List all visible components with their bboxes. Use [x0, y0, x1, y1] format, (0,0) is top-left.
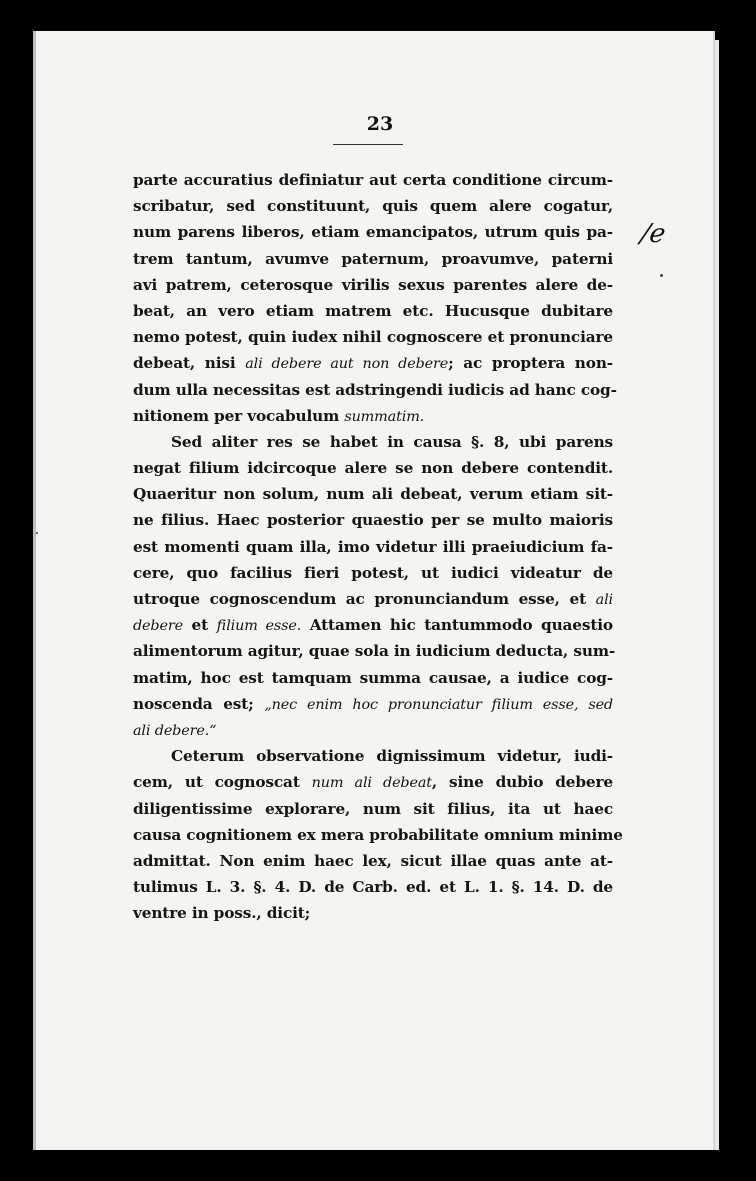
text-segment: causa cognitionem ex mera probabilitate omnium minime [133, 825, 623, 844]
text-segment: diligentissime explorare, num sit filius, ita ut haec [133, 799, 613, 818]
text-line [133, 377, 617, 403]
text-segment: Attamen hic tantummodo quaestio [301, 616, 613, 635]
text-segment: noscenda est; [133, 694, 265, 713]
text-line [133, 455, 613, 481]
italic-text: debere [133, 618, 183, 635]
text-segment: avi patrem, ceterosque virilis sexus parentes alere de- [133, 275, 613, 294]
text-segment: Ceterum observatione dignissimum videtur, iudi- [171, 747, 613, 766]
text-line [133, 507, 613, 533]
text-segment: trem tantum, avumve paternum, proavumve, paterni [133, 249, 613, 268]
text-segment: beat, an vero etiam matrem etc. Hucusque dubitare [133, 301, 613, 320]
text-line [133, 665, 613, 691]
text-line [133, 246, 613, 272]
text-segment: parte accuratius definiatur aut certa conditione circum- [133, 171, 613, 189]
text-line [133, 167, 613, 193]
text-line [133, 534, 613, 560]
text-line [133, 848, 613, 874]
paper-speck [660, 274, 663, 277]
italic-text: summatim. [344, 408, 425, 425]
text-line [133, 874, 613, 900]
text-line [133, 900, 613, 926]
handwritten-margin-note: /e [638, 219, 668, 249]
text-segment: alimentorum agitur, quae sola in iudicium deducta, sum- [133, 642, 616, 661]
text-segment: Quaeritur non solum, num ali debeat, verum etiam sit- [133, 485, 613, 504]
italic-text: ali [595, 592, 613, 608]
text-line [133, 193, 613, 219]
text-line [133, 717, 613, 743]
paper-speck [36, 532, 38, 534]
text-line [133, 350, 613, 376]
italic-text: num ali debeat [311, 775, 432, 792]
text-segment: debeat, nisi [133, 354, 246, 373]
page-edge-right [715, 40, 719, 1150]
text-line [133, 822, 623, 848]
text-segment: est momenti quam illa, imo videtur illi praeiudicium fa- [133, 537, 613, 556]
text-line [133, 586, 613, 612]
text-segment: matim, hoc est tamquam summa causae, a iudice cog- [133, 668, 613, 687]
text-line [133, 298, 613, 324]
italic-text: „nec enim hoc pronunciatur filium esse, sed [264, 696, 613, 713]
body-text [133, 167, 623, 926]
text-line [133, 638, 616, 664]
text-line [133, 429, 613, 455]
text-segment: admittat. Non enim haec lex, sicut illae quas ante at- [133, 851, 613, 870]
italic-text: filium esse. [216, 618, 302, 635]
text-line [133, 743, 613, 769]
text-line [133, 612, 613, 638]
text-segment: scribatur, sed constituunt, quis quem alere cogatur, [133, 197, 613, 216]
italic-text: ali debere aut non debere [245, 356, 449, 373]
text-segment: negat filium idcircoque alere se non debere contendit. [133, 459, 613, 478]
text-line [133, 219, 613, 245]
text-segment: tulimus L. 3. §. 4. D. de Carb. ed. et L. 1. §. 14. D. de [133, 878, 613, 897]
text-segment: ne filius. Haec posterior quaestio per se multo maioris [133, 511, 613, 530]
text-segment: nitionem per vocabulum [133, 406, 345, 425]
text-segment: , sine dubio debere [431, 773, 613, 792]
text-line [133, 560, 613, 586]
page-number: 23 [366, 113, 394, 135]
text-line [133, 403, 613, 429]
text-segment: Sed aliter res se habet in causa §. 8, ubi parens [171, 432, 613, 451]
text-line [133, 769, 613, 795]
text-line [133, 272, 613, 298]
text-line [133, 691, 613, 717]
text-segment: et [182, 616, 217, 635]
header-rule [333, 144, 403, 145]
text-segment: ; ac proptera non- [448, 354, 614, 373]
text-segment: cere, quo facilius fieri potest, ut iudici videatur de [133, 563, 613, 582]
text-line [133, 324, 613, 350]
text-line [133, 481, 613, 507]
text-segment: cem, ut cognoscat [133, 773, 312, 792]
text-line [133, 796, 613, 822]
text-segment: nemo potest, quin iudex nihil cognoscere et pronunciare [133, 328, 613, 347]
italic-text: ali debere.“ [133, 722, 217, 739]
text-segment: ventre in poss., dicit; [133, 904, 311, 923]
text-segment: utroque cognoscendum ac pronunciandum esse, et [133, 590, 596, 608]
text-segment: dum ulla necessitas est adstringendi iudicis ad hanc cog- [133, 380, 617, 399]
text-segment: num parens liberos, etiam emancipatos, utrum quis pa- [133, 223, 613, 242]
